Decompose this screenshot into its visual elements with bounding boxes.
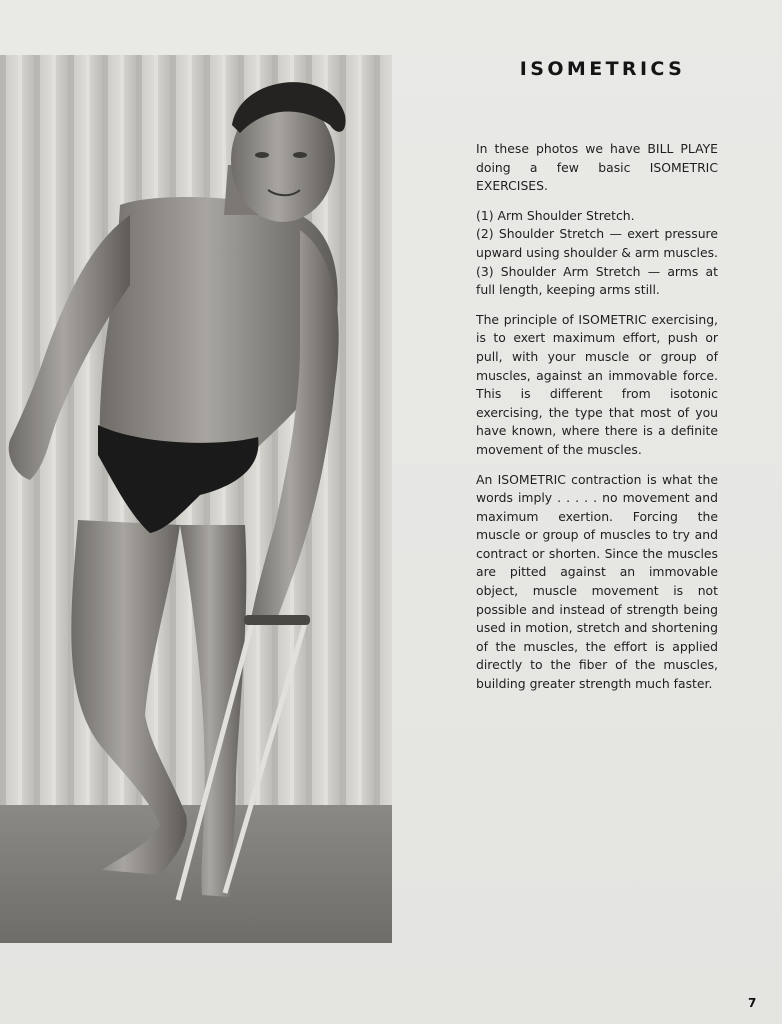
exercise-photo — [0, 55, 392, 943]
contraction-paragraph: An ISOMETRIC contraction is what the words imply . . . . . no movement and maximum exertion. Forcing the muscle or group of muscles to try and contract or shorten. Since the muscles are pitted against an immovable object, muscle movement is not possible and instead of strength being used in motion, stretch and shortening of the muscles, the effort is applied directly to the fiber of the muscles, building greater strength much faster. — [476, 471, 718, 692]
page-title: ISOMETRICS — [519, 58, 686, 80]
list-item: (3) Shoulder Arm Stretch — arms at full length, keeping arms still. — [476, 263, 718, 298]
page-number: 7 — [748, 996, 757, 1010]
principle-paragraph: The principle of ISOMETRIC exercising, is to exert maximum effort, push or pull, with your muscle or group of muscles, against an immovable force. This is different from isotonic exercising, the type that most of you have known, where there is a definite movement of the muscles. — [476, 311, 718, 457]
article-body — [476, 140, 718, 705]
intro-paragraph: In these photos we have BILL PLAYE doing a few basic ISOMETRIC EXERCISES. — [476, 141, 718, 194]
list-item: (2) Shoulder Stretch — exert pressure upward using shoulder & arm muscles. — [476, 226, 718, 260]
steps-list — [476, 207, 718, 300]
list-item: (1) Arm Shoulder Stretch. — [476, 207, 635, 223]
